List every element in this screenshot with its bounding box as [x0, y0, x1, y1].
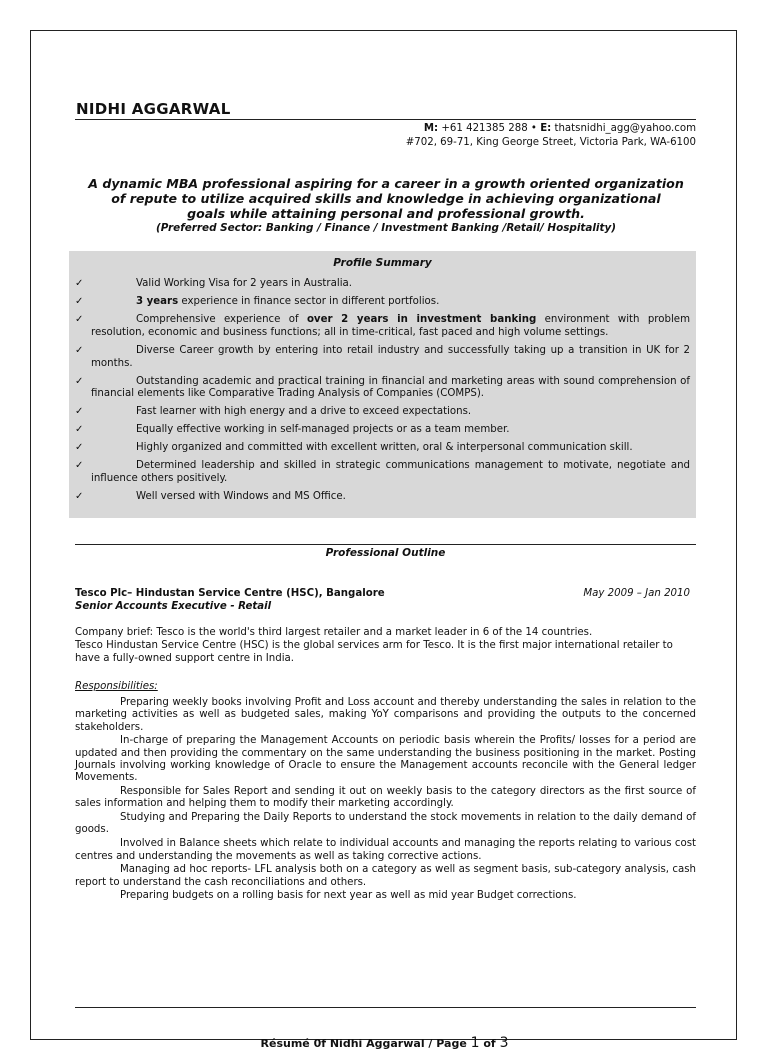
summary-text: Fast learner with high energy and a drive to exceed expectations.: [136, 406, 472, 418]
responsibility-item: Preparing budgets on a rolling basis for next year as well as mid year Budget corrections.: [120, 890, 577, 902]
checkmark-icon: ✓: [75, 295, 84, 307]
section-rule: [75, 544, 696, 545]
profile-summary-item: [75, 406, 690, 419]
objective-line: A dynamic MBA professional aspiring for a career in a growth oriented organization: [88, 176, 684, 191]
summary-text: Valid Working Visa for 2 years in Australia.: [136, 278, 353, 289]
resume-page: [30, 30, 737, 1051]
employer-name: Tesco Plc– Hindustan Service Centre (HSC), Bangalore: [75, 588, 385, 599]
profile-summary-item: [75, 376, 690, 402]
section-title-profile-summary: Profile Summary: [333, 257, 432, 269]
summary-text: Highly organized and committed with excellent written, oral & interpersonal communication skill.: [136, 442, 633, 454]
responsibility-item: Studying and Preparing the Daily Reports to understand the stock movements in relation to the daily demand of goods.: [75, 812, 696, 836]
summary-text: experience in finance sector in different portfolios.: [178, 295, 440, 307]
phone-number: +61 421385 288: [441, 123, 528, 134]
summary-text: Well versed with Windows and MS Office.: [136, 491, 346, 503]
checkmark-icon: ✓: [75, 460, 84, 472]
checkmark-icon: ✓: [75, 424, 84, 436]
objective-statement: [71, 176, 701, 236]
header-rule: [75, 119, 696, 120]
summary-text: environment with problem resolution, economic and business functions; all in time-critical, fast paced and high volume settings.: [91, 313, 690, 338]
contact-separator: •: [530, 123, 537, 134]
profile-summary-item: [75, 345, 690, 371]
page-footer: [31, 1035, 738, 1051]
profile-summary-item: [75, 424, 690, 437]
responsibility-item: Preparing weekly books involving Profit and Loss account and thereby understanding the sales in relation to the marketing activities as well as budgeted sales, making YoY comparisons and providing the outputs to the concerned stakeholders.: [75, 697, 696, 733]
profile-summary-item: [75, 491, 690, 504]
summary-highlight: 3 years: [136, 295, 179, 307]
responsibilities-list: [75, 697, 696, 904]
profile-summary-section: [69, 251, 696, 518]
responsibility-item: Managing ad hoc reports- LFL analysis both on a category as well as segment basis, sub-category analysis, cash report to understand the cash reconciliations and others.: [75, 864, 696, 888]
responsibility-item: Involved in Balance sheets which relate to individual accounts and managing the reports relating to various cost centres and understanding the movements as well as taking corrective actions.: [75, 838, 696, 862]
summary-highlight: over 2 years in investment banking: [306, 313, 537, 325]
profile-summary-item: [75, 278, 690, 291]
profile-summary-item: [75, 460, 690, 486]
footer-rule: [75, 1007, 696, 1008]
footer-page-total: 3: [499, 1035, 509, 1051]
profile-summary-list: [75, 278, 690, 509]
job-title: Senior Accounts Executive - Retail: [75, 601, 272, 612]
checkmark-icon: ✓: [75, 375, 84, 387]
preferred-sectors: (Preferred Sector: Banking / Finance / Investment Banking /Retail/ Hospitality): [156, 222, 616, 234]
summary-text: Outstanding academic and practical training in financial and marketing areas with sound comprehension of financial elements like Comparative Trading Analysis of Companies (COMPS).: [91, 375, 690, 400]
responsibility-item: Responsible for Sales Report and sending it out on weekly basis to the category directors as the first source of sales information and helping them to modify their marketing accordingly.: [75, 786, 696, 810]
objective-line: goals while attaining personal and professional growth.: [187, 206, 585, 221]
profile-summary-item: [75, 296, 690, 309]
summary-text: Comprehensive experience of: [136, 313, 307, 325]
email-label: E:: [540, 123, 552, 134]
candidate-name: NIDHI AGGARWAL: [76, 100, 231, 118]
footer-prefix: Résumé 0f Nidhi Aggarwal / Page: [260, 1037, 471, 1050]
footer-page-number: 1: [470, 1035, 480, 1051]
section-title-professional-outline: Professional Outline: [325, 547, 446, 559]
checkmark-icon: ✓: [75, 313, 84, 325]
responsibility-item: In-charge of preparing the Management Accounts on periodic basis wherein the Profits/ losses for a period are updated and then providing the commentary on the same understanding the business positioning in the market. Posting Journals involving working knowledge of Oracle to ensure the Management accounts reconcile with the General ledger Movements.: [75, 735, 696, 784]
employment-dates: May 2009 – Jan 2010: [583, 588, 690, 599]
responsibilities-heading: Responsibilities:: [75, 681, 158, 692]
summary-text: Diverse Career growth by entering into retail industry and successfully taking up a transition in UK for 2 months.: [91, 344, 690, 369]
footer-of: of: [479, 1037, 500, 1050]
checkmark-icon: ✓: [75, 406, 84, 418]
contact-line: [196, 122, 696, 136]
company-brief-line: Tesco Hindustan Service Centre (HSC) is the global services arm for Tesco. It is the first major international retailer to have a fully-owned support centre in India.: [75, 639, 673, 664]
company-brief-line: Company brief: Tesco is the world's third largest retailer and a market leader in 6 of the 14 countries.: [75, 627, 593, 638]
checkmark-icon: ✓: [75, 442, 84, 454]
summary-text: Equally effective working in self-managed projects or as a team member.: [136, 424, 510, 436]
checkmark-icon: ✓: [75, 278, 84, 289]
checkmark-icon: ✓: [75, 491, 84, 503]
phone-label: M:: [423, 123, 439, 134]
summary-text: Determined leadership and skilled in strategic communications management to motivate, negotiate and influence others positively.: [91, 460, 690, 485]
profile-summary-item: [75, 314, 690, 340]
company-brief: [75, 627, 696, 665]
profile-summary-item: [75, 442, 690, 455]
objective-line: of repute to utilize acquired skills and knowledge in achieving organizational: [111, 191, 661, 206]
email-address[interactable]: thatsnidhi_agg@yahoo.com: [554, 123, 696, 134]
checkmark-icon: ✓: [75, 344, 84, 356]
address-line: #702, 69-71, King George Street, Victoria Park, WA-6100: [405, 137, 696, 148]
